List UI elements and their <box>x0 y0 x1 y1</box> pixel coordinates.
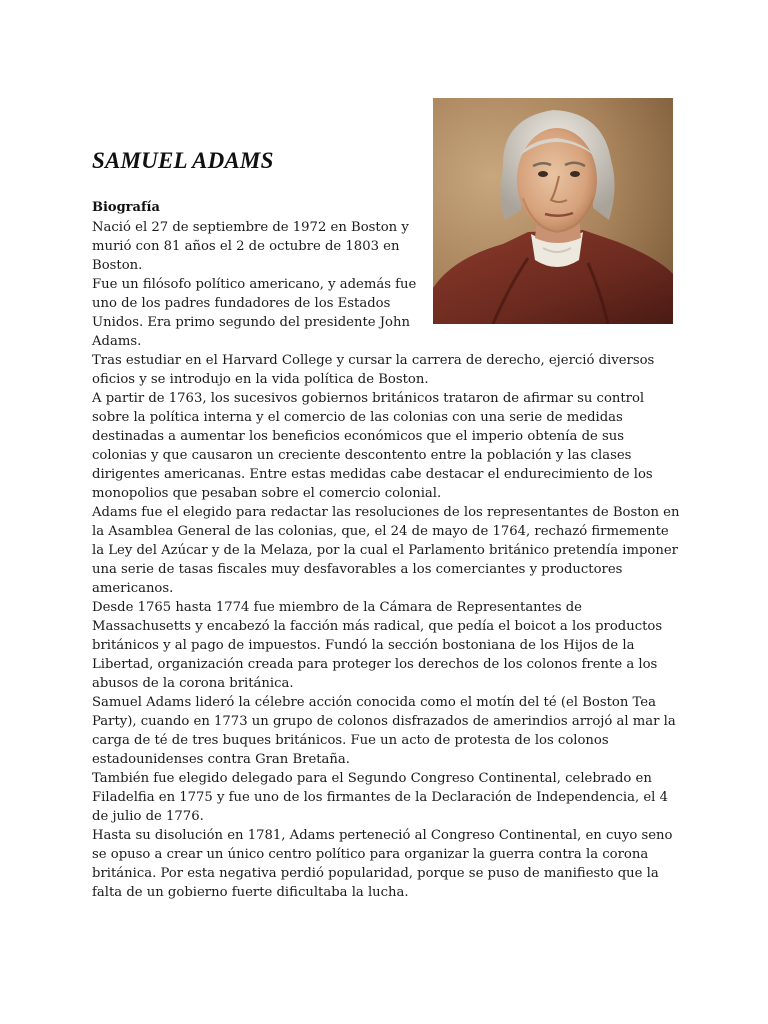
document-title: SAMUEL ADAMS <box>92 148 274 173</box>
paragraph-education: Tras estudiar en el Harvard College y cursar la carrera de derecho, ejerció diversos oficios y se introdujo en la vida política de Boston. <box>92 353 655 387</box>
paragraph-dissolution: Hasta su disolución en 1781, Adams perteneció al Congreso Continental, en cuyo seno se opuso a crear un único centro político para organizar la guerra contra la corona británica. Por esta negativa perdió popularidad, porque se puso de manifiesto que la falta de un gobierno fuerte dificultaba la lucha. <box>92 828 673 900</box>
paragraph-tea-party: Samuel Adams lideró la célebre acción conocida como el motín del té (el Boston Tea Party), cuando en 1773 un grupo de colonos disfrazados de amerindios arrojó al mar la carga de té de tres buques británicos. Fue un acto de protesta de los colonos estadounidenses contra Gran Bretaña. <box>92 695 676 767</box>
paragraph-massachusetts: Desde 1765 hasta 1774 fue miembro de la Cámara de Representantes de Massachusetts y encabezó la facción más radical, que pedía el boicot a los productos británicos y al pago de impuestos. Fundó la sección bostoniana de los Hijos de la Libertad, organización creada para proteger los derechos de los colonos frente a los abusos de la corona británica. <box>92 600 663 691</box>
paragraph-resolutions: Adams fue el elegido para redactar las resoluciones de los representantes de Boston en la Asamblea General de las colonias, que, el 24 de mayo de 1764, rechazó firmemente la Ley del Azúcar y de la Melaza, por la cual el Parlamento británico pretendía imponer una serie de tasas fiscales muy desfavorables a los comerciantes y productores americanos. <box>92 505 680 596</box>
section-heading: Biografía <box>92 200 160 215</box>
paragraph-british-measures: A partir de 1763, los sucesivos gobiernos británicos trataron de afirmar su control sobre la política interna y el comercio de las colonias con una serie de medidas destinadas a aumentar los beneficios económicos que el imperio obtenía de sus colonias y que causaron un creciente descontento entre la población y las clases dirigentes americanas. Entre estas medidas cabe destacar el endurecimiento de los monopolios que pesaban sobre el comercio colonial. <box>92 391 653 501</box>
paragraph-congress: También fue elegido delegado para el Segundo Congreso Continental, celebrado en Filadelfia en 1775 y fue uno de los firmantes de la Declaración de Independencia, el 4 de julio de 1776. <box>92 771 668 824</box>
paragraph-founder: Fue un filósofo político americano, y además fue uno de los padres fundadores de los Estados Unidos. Era primo segundo del presidente John Adams. <box>92 277 417 349</box>
paragraph-birth: Nació el 27 de septiembre de 1972 en Boston y murió con 81 años el 2 de octubre de 1803 en Boston. <box>92 220 409 273</box>
portrait-image <box>433 98 673 324</box>
